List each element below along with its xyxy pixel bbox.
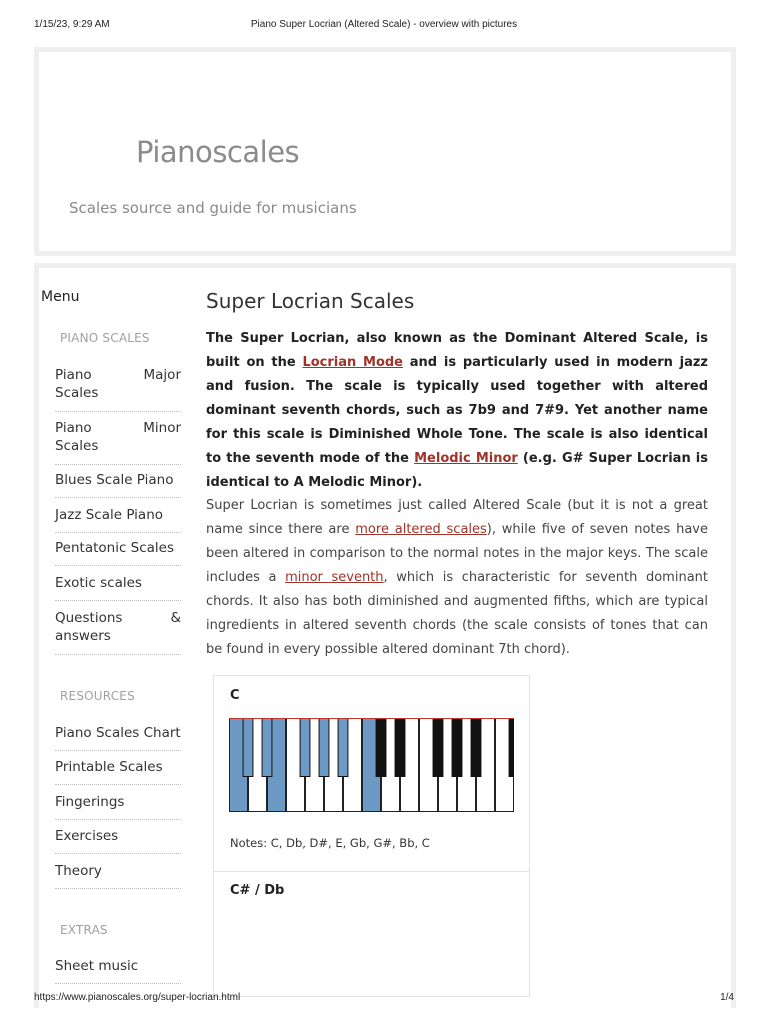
sidebar-item-piano-major-scales[interactable]	[55, 366, 181, 412]
sidebar-item-exercises[interactable]: Exercises	[55, 827, 181, 854]
sidebar-item-exotic-scales[interactable]: Exotic scales	[55, 574, 181, 601]
black-key	[243, 719, 253, 777]
body-paragraph	[206, 494, 708, 662]
sidebar-item-questions-answers[interactable]	[55, 609, 181, 655]
sidebar-item-label: Piano	[55, 367, 92, 383]
scale-name-c: C	[230, 688, 240, 703]
print-date: 1/15/23, 9:29 AM	[34, 19, 110, 30]
black-key	[319, 719, 329, 777]
body-text: , which is characteristic for seventh dominant chords. It also has both diminished and augmented fifths, which are typical ingredients in altered seventh chords (the scale consists of tones that can be found in every possible altered dominant 7th chord).	[206, 570, 708, 657]
sidebar-item-blues-scale-piano[interactable]: Blues Scale Piano	[55, 471, 181, 498]
scale-divider	[214, 871, 529, 872]
locrian-mode-link[interactable]: Locrian Mode	[302, 355, 404, 370]
body-text: ), while five of seven notes have been altered in comparison to the normal notes in the major keys. The scale includes a	[206, 522, 708, 585]
lead-text: The Super Locrian, also known as the Dominant Altered Scale, is built on the	[206, 331, 708, 370]
lead-paragraph	[206, 327, 708, 495]
sidebar-item-pentatonic-scales[interactable]: Pentatonic Scales	[55, 539, 181, 566]
section-title-extras: EXTRAS	[60, 923, 108, 937]
logo-text-piano: Piano	[136, 135, 213, 169]
site-tagline: Scales source and guide for musicians	[69, 199, 357, 217]
minor-seventh-link[interactable]: minor seventh	[285, 570, 384, 585]
more-altered-scales-link[interactable]: more altered scales	[355, 522, 487, 537]
black-key	[262, 719, 272, 777]
black-key	[376, 719, 386, 777]
black-key	[300, 719, 310, 777]
body-text: Super Locrian is sometimes just called Altered Scale (but it is not a great name since there are	[206, 498, 708, 537]
sidebar-item-jazz-scale-piano[interactable]: Jazz Scale Piano	[55, 506, 181, 533]
scale-name-c-sharp-d-flat: C# / Db	[230, 883, 285, 898]
sidebar-item-label: Minor	[143, 420, 181, 436]
sidebar-item-printable-scales[interactable]: Printable Scales	[55, 758, 181, 785]
sidebar-item-label: Scales	[55, 385, 99, 401]
page-title: Super Locrian Scales	[206, 289, 415, 313]
piano-keyboard-c	[229, 718, 514, 813]
sidebar-item-label: Piano	[55, 420, 92, 436]
sidebar-item-label: answers	[55, 628, 111, 644]
black-key	[395, 719, 405, 777]
sidebar-item-sheet-music[interactable]: Sheet music	[55, 957, 181, 984]
sidebar-item-theory[interactable]: Theory	[55, 862, 181, 889]
black-key	[509, 719, 514, 777]
sidebar-item-piano-scales-chart[interactable]: Piano Scales Chart	[55, 724, 181, 751]
print-url: https://www.pianoscales.org/super-locrian.html	[34, 992, 241, 1003]
melodic-minor-link[interactable]: Melodic Minor	[414, 451, 518, 466]
black-key	[452, 719, 462, 777]
section-title-resources: RESOURCES	[60, 689, 135, 703]
black-key	[338, 719, 348, 777]
lead-text: and is particularly used in modern jazz and fusion. The scale is typically used together with altered dominant seventh chords, such as 7b9 and 7#9. Yet another name for this scale is Diminished Whole Tone. The scale is also identical to the seventh mode of the	[206, 355, 708, 466]
print-header	[0, 0, 768, 40]
lead-text: (e.g. G# Super Locrian is identical to A Melodic Minor).	[206, 451, 708, 490]
sidebar-item-piano-minor-scales[interactable]	[55, 419, 181, 465]
sidebar-item-label: Scales	[55, 438, 99, 454]
print-page-title: Piano Super Locrian (Altered Scale) - overview with pictures	[250, 19, 518, 30]
section-title-piano-scales: PIANO SCALES	[60, 331, 150, 345]
black-key	[433, 719, 443, 777]
sidebar-item-label: &	[170, 610, 181, 626]
sidebar-item-label: Questions	[55, 610, 123, 626]
print-page-number: 1/4	[720, 992, 734, 1003]
scale-notes-c: Notes: C, Db, D#, E, Gb, G#, Bb, C	[230, 836, 430, 850]
scale-diagram-box	[213, 675, 530, 997]
site-header	[34, 47, 736, 256]
sidebar-item-fingerings[interactable]: Fingerings	[55, 793, 181, 820]
logo-text-scales: scales	[212, 135, 300, 169]
black-key	[471, 719, 481, 777]
print-footer	[0, 988, 768, 1024]
site-logo[interactable]	[136, 135, 299, 169]
sidebar-item-label: Major	[143, 367, 181, 383]
menu-label[interactable]: Menu	[41, 289, 80, 305]
